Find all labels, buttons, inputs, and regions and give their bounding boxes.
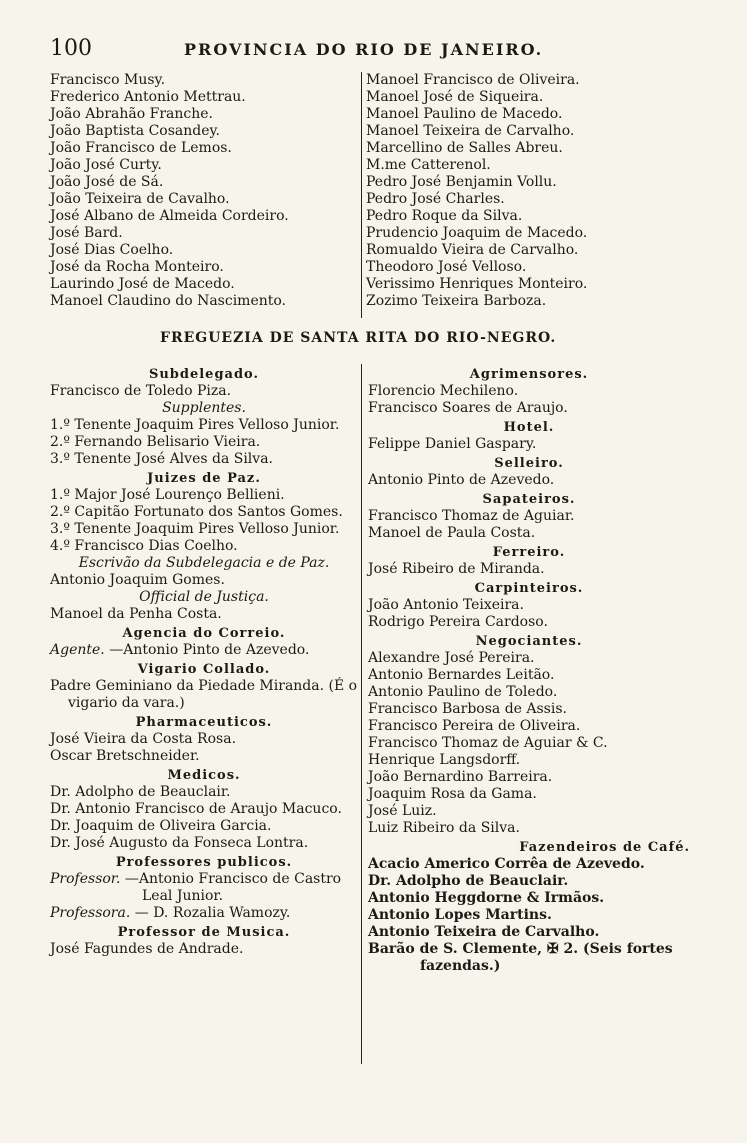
- heading-professores: Professores publicos.: [115, 855, 293, 870]
- medicos-list: [50, 784, 358, 852]
- fazendeiros-list: [368, 856, 690, 941]
- name-entry: Frederico Antonio Mettrau.: [50, 89, 246, 105]
- name-entry: João Baptista Cosandey.: [50, 123, 221, 139]
- professor-name: —Antonio Francisco de Castro: [124, 871, 342, 887]
- heading-subdelegado: Subdelegado.: [148, 367, 260, 382]
- heading-ferreiro: Ferreiro.: [492, 545, 566, 560]
- juiz-entry: 1.º Major José Lourenço Bellieni.: [50, 487, 285, 503]
- juiz-entry: 4.º Francisco Dias Coelho.: [50, 538, 238, 554]
- musica-name: José Fagundes de Andrade.: [50, 941, 244, 957]
- name-entry: José da Rocha Monteiro.: [50, 259, 224, 275]
- fazendeiro-entry: Dr. Adolpho de Beauclair.: [368, 873, 569, 889]
- heading-hotel: Hotel.: [503, 420, 555, 435]
- heading-negociantes: Negociantes.: [475, 634, 583, 649]
- fazendeiro-entry: Antonio Heggdorne & Irmãos.: [368, 890, 605, 906]
- top-list-right: [366, 72, 711, 310]
- negociante-entry: Francisco Barbosa de Assis.: [368, 701, 567, 717]
- heading-correio: Agencia do Correio.: [122, 626, 286, 641]
- sapateiro-entry: Francisco Thomaz de Aguiar.: [368, 508, 575, 524]
- fazendeiro-barao-line1: Barão de S. Clemente, ✠ 2. (Seis fortes: [368, 941, 673, 957]
- professora-label: Professora.: [50, 905, 131, 921]
- section-title: FREGUEZIA DE SANTA RITA DO RIO-NEGRO.: [160, 330, 557, 346]
- pharmaceutico-entry: Oscar Bretschneider.: [50, 748, 200, 764]
- name-entry: Theodoro José Velloso.: [366, 259, 527, 275]
- agrimensor-entry: Florencio Mechileno.: [368, 383, 519, 399]
- supplentes-list: [50, 417, 358, 468]
- professor-label: Professor.: [50, 871, 121, 887]
- name-entry: Pedro Roque da Silva.: [366, 208, 523, 224]
- name-entry: Pedro José Benjamin Vollu.: [366, 174, 557, 190]
- official-name: Manoel da Penha Costa.: [50, 606, 222, 622]
- professor-entry: [50, 871, 358, 888]
- negociante-entry: João Bernardino Barreira.: [368, 769, 553, 785]
- heading-fazendeiros: Fazendeiros de Café.: [519, 840, 690, 855]
- name-entry: Pedro José Charles.: [366, 191, 505, 207]
- medico-entry: Dr. José Augusto da Fonseca Lontra.: [50, 835, 309, 851]
- sapateiro-entry: Manoel de Paula Costa.: [368, 525, 536, 541]
- name-entry: José Albano de Almeida Cordeiro.: [50, 208, 289, 224]
- negociante-entry: Francisco Pereira de Oliveira.: [368, 718, 581, 734]
- escrivao-name: Antonio Joaquim Gomes.: [50, 572, 225, 588]
- hotel-entry: Felippe Daniel Gaspary.: [368, 436, 537, 452]
- column-rule-main: [361, 364, 362, 1064]
- agente-name: —Antonio Pinto de Azevedo.: [109, 642, 310, 658]
- name-entry: Marcellino de Salles Abreu.: [366, 140, 563, 156]
- negociantes-list: [368, 650, 690, 837]
- medico-entry: Dr. Joaquim de Oliveira Garcia.: [50, 818, 272, 834]
- pharma-list: [50, 731, 358, 765]
- heading-supplentes: Supplentes.: [162, 400, 246, 416]
- fazendeiro-entry: Acacio Americo Corrêa de Azevedo.: [368, 856, 645, 872]
- juizes-list: [50, 487, 358, 555]
- name-entry: Prudencio Joaquim de Macedo.: [366, 225, 588, 241]
- correio-entry: [50, 642, 358, 659]
- name-entry: Manoel José de Siqueira.: [366, 89, 544, 105]
- name-entry: Verissimo Henriques Monteiro.: [366, 276, 588, 292]
- subdelegado-name: Francisco de Toledo Piza.: [50, 383, 232, 399]
- negociante-entry: Luiz Ribeiro da Silva.: [368, 820, 520, 836]
- professora-name: — D. Rozalia Wamozy.: [134, 905, 291, 921]
- negociante-entry: José Luiz.: [368, 803, 437, 819]
- heading-agrimensores: Agrimensores.: [469, 367, 589, 382]
- heading-official: Official de Justiça.: [139, 589, 269, 605]
- fazendeiro-entry: Antonio Teixeira de Carvalho.: [368, 924, 600, 940]
- agrimensores-list: [368, 383, 690, 417]
- negociante-entry: Henrique Langsdorff.: [368, 752, 521, 768]
- running-header: PROVINCIA DO RIO DE JANEIRO.: [184, 40, 544, 59]
- carpinteiro-entry: João Antonio Teixeira.: [368, 597, 524, 613]
- heading-escrivao: Escrivão da Subdelegacia e de Paz.: [78, 555, 330, 571]
- name-entry: Manoel Paulino de Macedo.: [366, 106, 563, 122]
- negociante-entry: Antonio Paulino de Toledo.: [368, 684, 558, 700]
- name-entry: Romualdo Vieira de Carvalho.: [366, 242, 579, 258]
- negociante-entry: Antonio Bernardes Leitão.: [368, 667, 555, 683]
- ferreiro-entry: José Ribeiro de Miranda.: [368, 561, 545, 577]
- heading-selleiro: Selleiro.: [494, 456, 564, 471]
- supplente-entry: 2.º Fernando Belisario Vieira.: [50, 434, 261, 450]
- right-column: [368, 364, 690, 975]
- carpinteiro-entry: Rodrigo Pereira Cardoso.: [368, 614, 548, 630]
- heading-pharmaceuticos: Pharmaceuticos.: [135, 715, 273, 730]
- vigario-line2: vigario da vara.): [68, 695, 185, 711]
- name-entry: Manoel Teixeira de Carvalho.: [366, 123, 575, 139]
- name-entry: Manoel Francisco de Oliveira.: [366, 72, 580, 88]
- agente-label: Agente.: [50, 642, 105, 658]
- agrimensor-entry: Francisco Soares de Araujo.: [368, 400, 568, 416]
- top-list-left: [50, 72, 355, 310]
- supplente-entry: 1.º Tenente Joaquim Pires Velloso Junior.: [50, 417, 340, 433]
- pharmaceutico-entry: José Vieira da Costa Rosa.: [50, 731, 237, 747]
- heading-sapateiros: Sapateiros.: [482, 492, 576, 507]
- name-entry: José Bard.: [50, 225, 123, 241]
- heading-carpinteiros: Carpinteiros.: [474, 581, 584, 596]
- selleiro-list: [368, 472, 690, 489]
- professora-entry: [50, 905, 358, 922]
- professor-name-cont: Leal Junior.: [142, 888, 224, 904]
- heading-musica: Professor de Musica.: [117, 925, 291, 940]
- negociante-entry: Francisco Thomaz de Aguiar & C.: [368, 735, 608, 751]
- name-entry: Zozimo Teixeira Barboza.: [366, 293, 547, 309]
- name-entry: José Dias Coelho.: [50, 242, 174, 258]
- carpinteiros-list: [368, 597, 690, 631]
- name-entry: João José Curty.: [50, 157, 162, 173]
- sapateiros-list: [368, 508, 690, 542]
- juiz-entry: 2.º Capitão Fortunato dos Santos Gomes.: [50, 504, 343, 520]
- medico-entry: Dr. Adolpho de Beauclair.: [50, 784, 231, 800]
- name-entry: Francisco Musy.: [50, 72, 166, 88]
- juiz-entry: 3.º Tenente Joaquim Pires Velloso Junior.: [50, 521, 340, 537]
- fazendeiro-entry: Antonio Lopes Martins.: [368, 907, 552, 923]
- selleiro-entry: Antonio Pinto de Azevedo.: [368, 472, 555, 488]
- medico-entry: Dr. Antonio Francisco de Araujo Macuco.: [50, 801, 342, 817]
- heading-vigario: Vigario Collado.: [137, 662, 271, 677]
- name-entry: João Abrahão Franche.: [50, 106, 213, 122]
- name-entry: Laurindo José de Macedo.: [50, 276, 235, 292]
- name-entry: M.me Catterenol.: [366, 157, 491, 173]
- fazendeiro-barao-line2: fazendas.): [420, 958, 501, 974]
- name-entry: João Francisco de Lemos.: [50, 140, 232, 156]
- hotel-list: [368, 436, 690, 453]
- ferreiro-list: [368, 561, 690, 578]
- column-rule-top: [361, 72, 362, 318]
- page-number: 100: [50, 36, 92, 61]
- left-column: [50, 364, 358, 958]
- negociante-entry: Joaquim Rosa da Gama.: [368, 786, 537, 802]
- name-entry: Manoel Claudino do Nascimento.: [50, 293, 287, 309]
- supplente-entry: 3.º Tenente José Alves da Silva.: [50, 451, 273, 467]
- name-entry: João Teixeira de Cavalho.: [50, 191, 230, 207]
- heading-medicos: Medicos.: [167, 768, 241, 783]
- heading-juizes: Juizes de Paz.: [147, 471, 261, 486]
- vigario-line1: Padre Geminiano da Piedade Miranda. (É o: [50, 678, 358, 694]
- name-entry: João José de Sá.: [50, 174, 164, 190]
- negociante-entry: Alexandre José Pereira.: [368, 650, 535, 666]
